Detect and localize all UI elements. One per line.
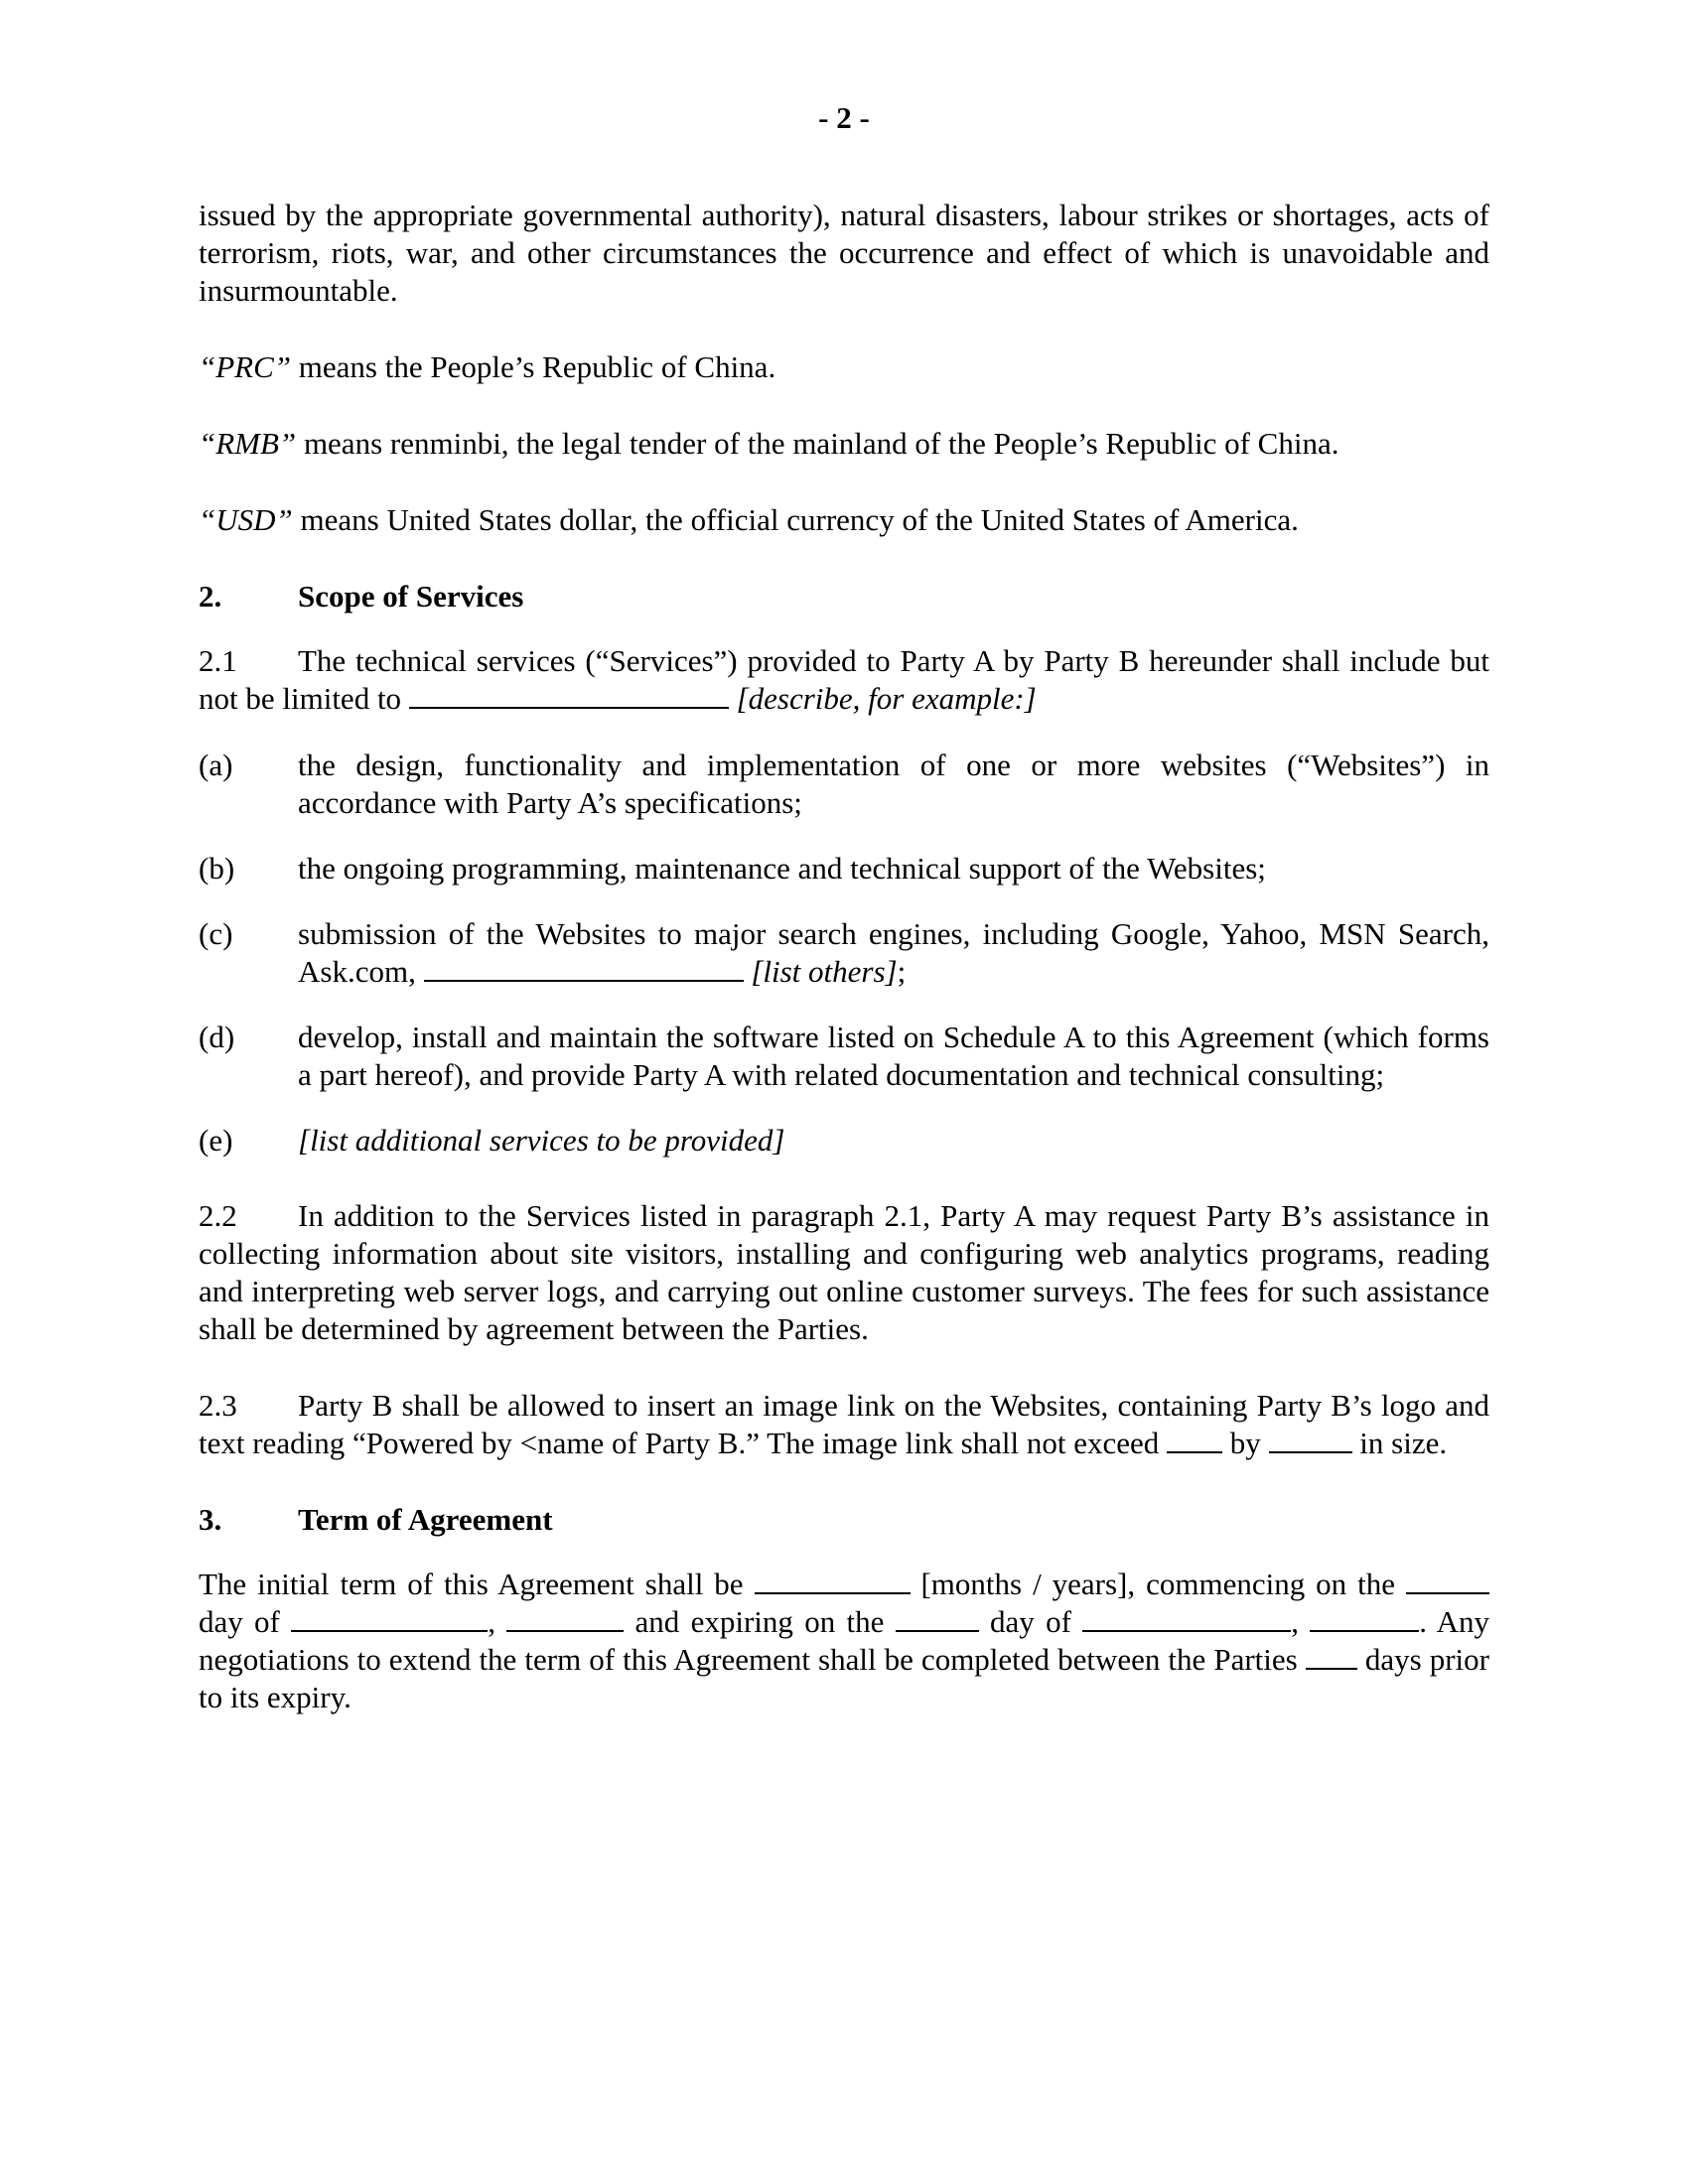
paragraph-number: 2.2 [199,1198,237,1233]
list-item [199,1122,1489,1160]
paragraph-2-2 [199,1197,1489,1348]
section-title: Term of Agreement [298,1502,553,1537]
term-text: , [1291,1604,1311,1639]
blank-line [1306,1642,1357,1670]
paragraph-text: In addition to the Services listed in paragraph 2.1, Party A may request Party B’s assistance in collecting information about site visitors, installing and configuring web analytics programs, reading and interpreting web server logs, and carrying out online customer surveys. The fees for such assistance shall be determined by agreement between the Parties. [199,1198,1489,1346]
blank-line [1406,1567,1489,1594]
term-text: The initial term of this Agreement shall be [199,1567,755,1601]
paragraph-text: by [1222,1426,1269,1460]
paragraph-text: Party B shall be allowed to insert an image link on the Websites, containing Party B’s logo and text reading “Powered by <name of Party B.” The image link shall not exceed [199,1388,1489,1460]
blank-line [1310,1604,1419,1632]
list-item-text: the design, functionality and implementation of one or more websites (“Websites”) in accordance with Party A’s specifications; [298,748,1489,820]
term-text: [months / years], commencing on the [910,1567,1406,1601]
blank-line [1269,1426,1352,1453]
blank-line [755,1567,911,1594]
intro-paragraph: issued by the appropriate governmental authority), natural disasters, labour strikes or shortages, acts of terrorism, riots, war, and other circumstances the occurrence and effect of which is unavoidable and insurmountable. [199,198,1489,308]
term-paragraph [199,1566,1489,1716]
list-item [199,747,1489,822]
placeholder-hint: [describe, for example:] [736,681,1037,716]
section-number: 3. [199,1502,222,1537]
blank-line [409,681,729,709]
page-number: - 2 - [818,100,870,135]
blank-line [1082,1604,1291,1632]
definition-rmb [199,425,1489,463]
blank-line [424,954,744,982]
blank-line [1167,1426,1222,1453]
section-title: Scope of Services [298,579,524,614]
document-body [199,197,1489,1716]
blank-line [291,1604,488,1632]
definition-term: “USD” [199,502,293,537]
list-item-label: (e) [199,1123,233,1158]
definition-text: means United States dollar, the official currency of the United States of America. [292,502,1299,537]
term-text: day of [978,1604,1083,1639]
definition-term: “RMB” [199,426,297,461]
list-item-text [298,915,1489,991]
term-text: days prior to its expiry. [199,1642,1489,1714]
term-text: , [488,1604,507,1639]
blank-line [506,1604,624,1632]
section-number: 2. [199,579,222,614]
placeholder-hint: [list additional services to be provided] [298,1123,785,1158]
definition-term: “PRC” [199,349,292,384]
paragraph-number: 2.1 [199,643,237,678]
definition-text: means the People’s Republic of China. [291,349,776,384]
list-item-label: (d) [199,1020,235,1054]
blank-line [896,1604,979,1632]
definition-prc [199,348,1489,386]
paragraph-text: The technical services (“Services”) provided to Party A by Party B hereunder shall include but not be limited to [199,643,1489,716]
section-3-heading [199,1501,1489,1539]
term-text: day of [199,1604,292,1639]
list-item-text: the ongoing programming, maintenance and technical support of the Websites; [298,851,1266,886]
list-item [199,1019,1489,1094]
term-text: . Any negotiations to extend the term of this Agreement shall be completed between the Parties [199,1604,1489,1677]
list-item [199,915,1489,991]
paragraph-2-1 [199,642,1489,718]
paragraph-text: in size. [1351,1426,1448,1460]
term-text: and expiring on the [624,1604,896,1639]
list-item-text-part: submission of the Websites to major search engines, including Google, Yahoo, MSN Search, Ask.com, [298,916,1489,989]
definition-usd [199,501,1489,539]
list-item-label: (c) [199,916,233,951]
paragraph-number: 2.3 [199,1388,237,1423]
list-item-text: develop, install and maintain the software listed on Schedule A to this Agreement (which forms a part hereof), and provide Party A with related documentation and technical consulting; [298,1020,1489,1092]
list-item-label: (a) [199,748,233,782]
list-item-label: (b) [199,851,235,886]
placeholder-hint: [list others] [751,954,898,989]
list-item-text-part: ; [897,954,907,989]
paragraph-2-3 [199,1387,1489,1462]
section-2-heading [199,578,1489,615]
list-item [199,850,1489,887]
definition-text: means renminbi, the legal tender of the mainland of the People’s Republic of China. [296,426,1339,461]
